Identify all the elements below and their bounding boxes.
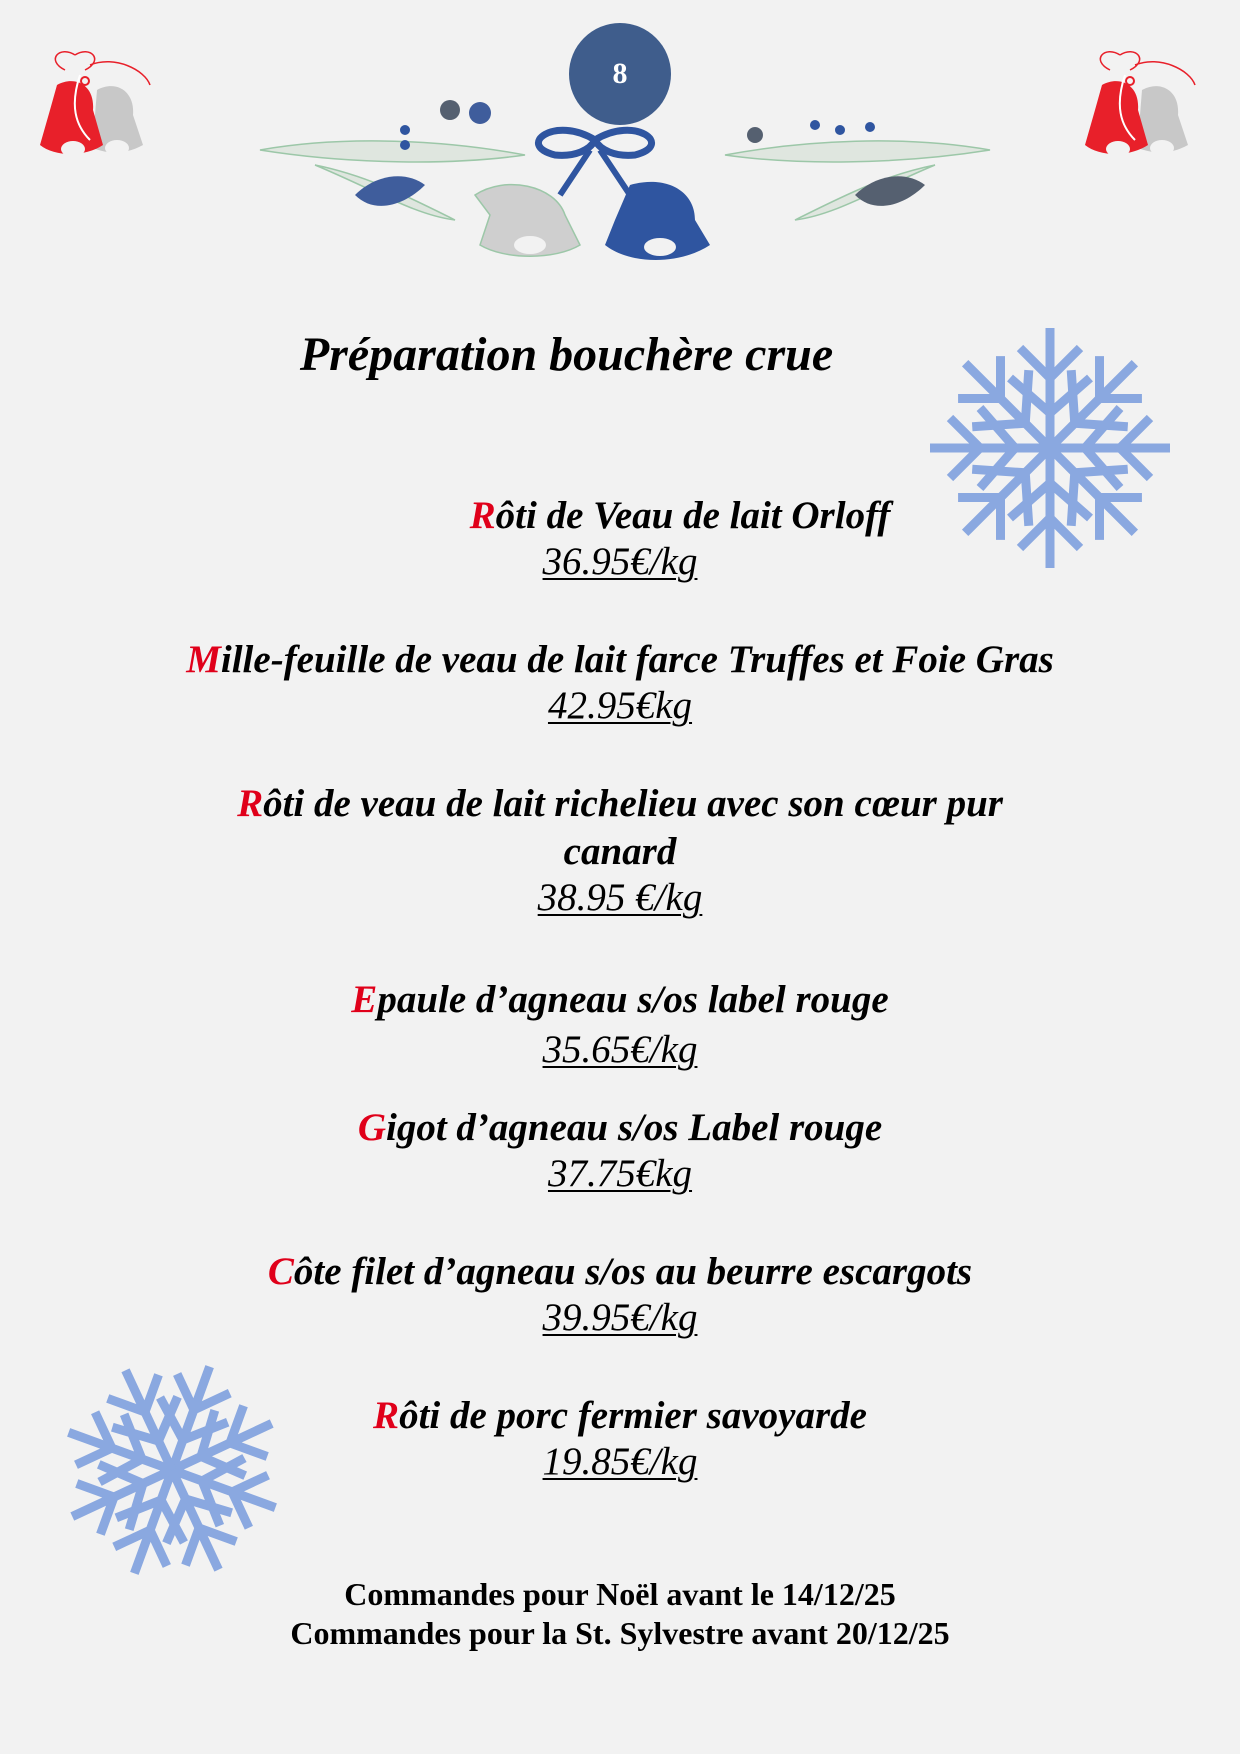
menu-item-price: 19.85€/kg [542, 1440, 698, 1483]
menu-item-price: 35.65€/kg [542, 1028, 698, 1071]
item-initial: G [357, 1106, 386, 1149]
page-number-badge: 8 [569, 23, 671, 125]
item-initial: R [373, 1394, 400, 1437]
menu-item-name [120, 636, 1120, 684]
menu-item-name [120, 780, 1120, 828]
bells-icon [1080, 45, 1200, 195]
order-deadline-christmas: Commandes pour Noël avant le 14/12/25 [344, 1576, 896, 1612]
menu-item-price: 37.75€kg [547, 1152, 693, 1195]
menu-item-price: 36.95€/kg [542, 540, 698, 583]
menu-item-name [120, 1392, 1120, 1440]
item-name-text: ôti de Veau de lait Orloff [495, 494, 891, 537]
item-name-text: ôti de porc fermier savoyarde [399, 1394, 867, 1437]
menu-item-name-continued: canard [563, 830, 677, 873]
item-name-text: ille-feuille de veau de lait farce Truffes et Foie Gras [220, 638, 1054, 681]
menu-item-name [120, 1104, 1120, 1152]
item-initial: M [186, 638, 221, 681]
menu-item-name [120, 1248, 1120, 1296]
menu-item-price: 42.95€kg [547, 684, 693, 727]
item-name-text: paule d’agneau s/os label rouge [377, 978, 889, 1021]
item-name-text: ôte filet d’agneau s/os au beurre escargots [293, 1250, 973, 1293]
item-initial: R [469, 494, 496, 537]
item-name-text: igot d’agneau s/os Label rouge [385, 1106, 883, 1149]
menu-item-name [180, 492, 1180, 540]
menu-item-name [120, 976, 1120, 1024]
bells-icon [35, 45, 155, 195]
item-initial: E [351, 978, 378, 1021]
menu-item-price: 39.95€/kg [542, 1296, 698, 1339]
item-initial: C [267, 1250, 294, 1293]
order-deadline-new-year: Commandes pour la St. Sylvestre avant 20/12/25 [290, 1615, 950, 1651]
page-title: Préparation bouchère crue [299, 328, 834, 381]
item-name-text: ôti de veau de lait richelieu avec son cœur pur [263, 782, 1003, 825]
menu-item-price: 38.95 €/kg [537, 876, 703, 919]
item-initial: R [237, 782, 264, 825]
